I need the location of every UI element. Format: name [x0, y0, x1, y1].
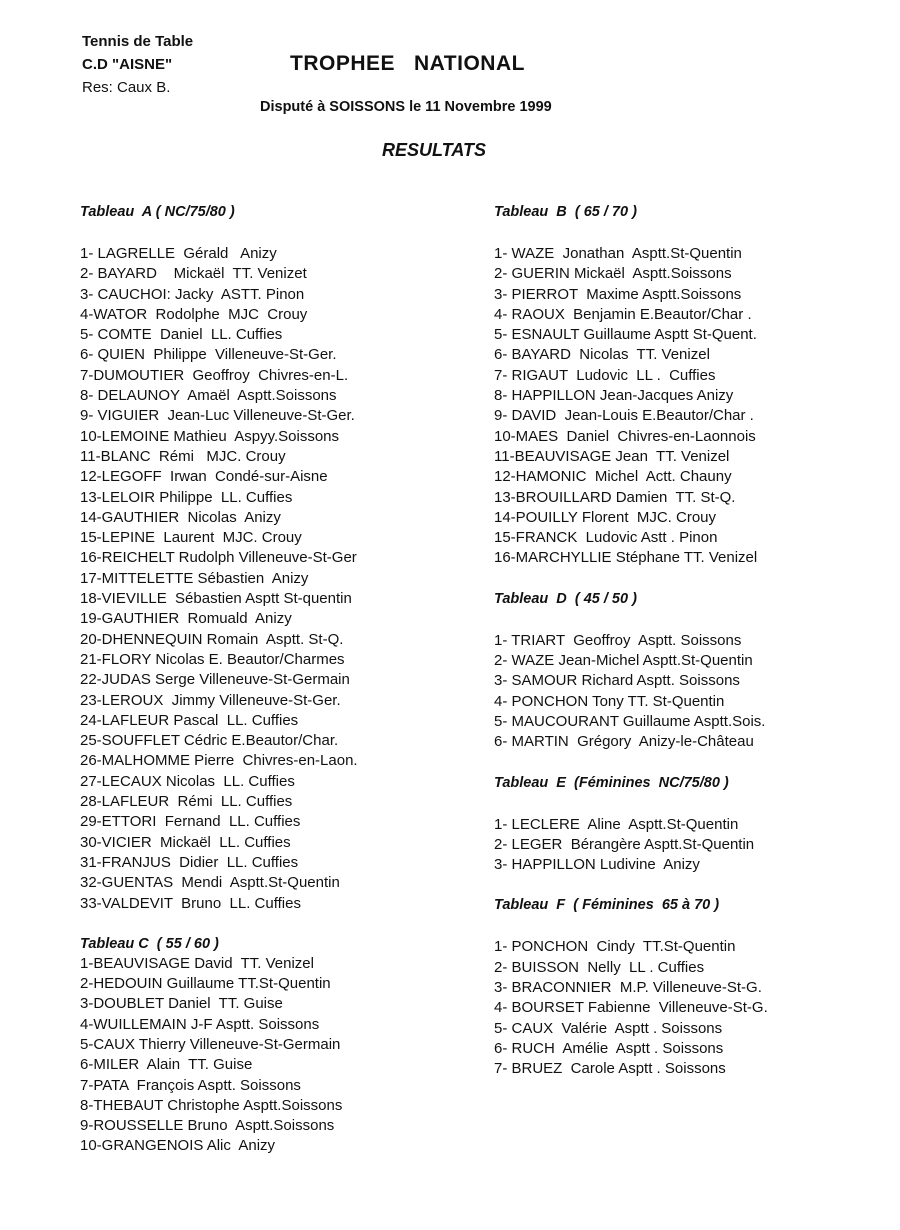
list-item: 10-GRANGENOIS Alic Anizy	[80, 1137, 276, 1155]
tableau-e-title: Tableau E (Féminines NC/75/80 )	[494, 774, 729, 791]
list-item: 1- LAGRELLE Gérald Anizy	[80, 245, 277, 262]
list-item: 16-MARCHYLLIE Stéphane TT. Venizel	[494, 549, 758, 567]
list-item: 27-LECAUX Nicolas LL. Cuffies	[80, 772, 295, 790]
list-item: 23-LEROUX Jimmy Villeneuve-St-Ger.	[80, 691, 341, 709]
list-item: 2-HEDOUIN Guillaume TT.St-Quentin	[80, 975, 331, 993]
document-title: TROPHEE NATIONAL	[290, 52, 525, 75]
list-item: 6- BAYARD Nicolas TT. Venizel	[494, 346, 710, 364]
list-item: 24-LAFLEUR Pascal LL. Cuffies	[80, 711, 299, 729]
organizer-sport: Tennis de Table	[82, 33, 194, 50]
list-item: 4- RAOUX Benjamin E.Beautor/Char .	[494, 305, 752, 323]
list-item: 4-WUILLEMAIN J-F Asptt. Soissons	[80, 1015, 320, 1033]
list-item: 28-LAFLEUR Rémi LL. Cuffies	[80, 793, 293, 811]
list-item: 3- PIERROT Maxime Asptt.Soissons	[494, 285, 742, 303]
list-item: 15-LEPINE Laurent MJC. Crouy	[80, 529, 302, 547]
tableau-b-list	[494, 244, 894, 569]
list-item: 20-DHENNEQUIN Romain Asptt. St-Q.	[80, 630, 344, 648]
list-item: 5- COMTE Daniel LL. Cuffies	[80, 326, 283, 344]
list-item: 5- CAUX Valérie Asptt . Soissons	[494, 1019, 723, 1037]
tableau-a	[80, 202, 480, 914]
organizer-committee: C.D "AISNE"	[82, 56, 173, 73]
list-item: 1-BEAUVISAGE David TT. Venizel	[80, 954, 314, 972]
list-item: 14-POUILLY Florent MJC. Crouy	[494, 508, 717, 526]
list-item: 12-HAMONIC Michel Actt. Chauny	[494, 468, 732, 486]
list-item: 12-LEGOFF Irwan Condé-sur-Aisne	[80, 468, 328, 486]
list-item: 3-DOUBLET Daniel TT. Guise	[80, 995, 283, 1013]
list-item: 2- BUISSON Nelly LL . Cuffies	[494, 958, 705, 976]
tableau-c-list	[80, 954, 480, 1157]
event-subtitle: Disputé à SOISSONS le 11 Novembre 1999	[260, 99, 552, 115]
list-item: 7-PATA François Asptt. Soissons	[80, 1076, 301, 1094]
list-item: 19-GAUTHIER Romuald Anizy	[80, 610, 292, 628]
list-item: 6- RUCH Amélie Asptt . Soissons	[494, 1039, 724, 1057]
list-item: 3- CAUCHOI: Jacky ASTT. Pinon	[80, 285, 305, 303]
tableau-a-list	[80, 244, 480, 914]
list-item: 13-BROUILLARD Damien TT. St-Q.	[494, 488, 736, 506]
list-item: 31-FRANJUS Didier LL. Cuffies	[80, 853, 299, 871]
list-item: 25-SOUFFLET Cédric E.Beautor/Char.	[80, 732, 339, 750]
tableau-f-list	[494, 937, 894, 1079]
list-item: 6- MARTIN Grégory Anizy-le-Château	[494, 733, 754, 751]
list-item: 21-FLORY Nicolas E. Beautor/Charmes	[80, 650, 345, 668]
list-item: 2- LEGER Bérangère Asptt.St-Quentin	[494, 835, 755, 853]
list-item: 9- DAVID Jean-Louis E.Beautor/Char .	[494, 407, 754, 425]
list-item: 1- LECLERE Aline Asptt.St-Quentin	[494, 815, 739, 833]
list-item: 18-VIEVILLE Sébastien Asptt St-quentin	[80, 590, 352, 608]
tableau-a-title: Tableau A ( NC/75/80 )	[80, 204, 235, 220]
list-item: 2- WAZE Jean-Michel Asptt.St-Quentin	[494, 652, 753, 670]
list-item: 7- RIGAUT Ludovic LL . Cuffies	[494, 366, 716, 384]
list-item: 5- MAUCOURANT Guillaume Asptt.Sois.	[494, 712, 766, 730]
list-item: 9- VIGUIER Jean-Luc Villeneuve-St-Ger.	[80, 407, 355, 425]
list-item: 26-MALHOMME Pierre Chivres-en-Laon.	[80, 752, 358, 770]
list-item: 17-MITTELETTE Sébastien Anizy	[80, 569, 309, 587]
list-item: 9-ROUSSELLE Bruno Asptt.Soissons	[80, 1117, 335, 1135]
list-item: 14-GAUTHIER Nicolas Anizy	[80, 508, 281, 526]
list-item: 15-FRANCK Ludovic Astt . Pinon	[494, 529, 718, 547]
list-item: 1- WAZE Jonathan Asptt.St-Quentin	[494, 245, 742, 262]
list-item: 8- HAPPILLON Jean-Jacques Anizy	[494, 387, 734, 405]
list-item: 6- QUIEN Philippe Villeneuve-St-Ger.	[80, 346, 337, 364]
list-item: 32-GUENTAS Mendi Asptt.St-Quentin	[80, 874, 340, 892]
list-item: 3- SAMOUR Richard Asptt. Soissons	[494, 672, 740, 690]
tableau-c	[80, 934, 480, 1157]
list-item: 11-BLANC Rémi MJC. Crouy	[80, 447, 286, 465]
list-item: 22-JUDAS Serge Villeneuve-St-Germain	[80, 671, 350, 689]
list-item: 8- DELAUNOY Amaël Asptt.Soissons	[80, 387, 337, 405]
list-item: 6-MILER Alain TT. Guise	[80, 1056, 253, 1074]
list-item: 3- BRACONNIER M.P. Villeneuve-St-G.	[494, 979, 762, 997]
list-item: 11-BEAUVISAGE Jean TT. Venizel	[494, 447, 730, 465]
list-item: 29-ETTORI Fernand LL. Cuffies	[80, 813, 301, 831]
list-item: 7- BRUEZ Carole Asptt . Soissons	[494, 1060, 726, 1078]
list-item: 5-CAUX Thierry Villeneuve-St-Germain	[80, 1035, 341, 1053]
list-item: 4-WATOR Rodolphe MJC Crouy	[80, 305, 308, 323]
list-item: 30-VICIER Mickaël LL. Cuffies	[80, 833, 291, 851]
list-item: 33-VALDEVIT Bruno LL. Cuffies	[80, 894, 301, 912]
tableau-f-title: Tableau F ( Féminines 65 à 70 )	[494, 897, 720, 914]
tableau-e-list	[494, 815, 894, 876]
results-heading: RESULTATS	[382, 140, 486, 160]
organizer-contact: Res: Caux B.	[82, 79, 171, 96]
list-item: 5- ESNAULT Guillaume Asptt St-Quent.	[494, 326, 757, 344]
list-item: 10-LEMOINE Mathieu Aspyy.Soissons	[80, 427, 339, 445]
list-item: 1- TRIART Geoffroy Asptt. Soissons	[494, 631, 742, 649]
tableau-d-list	[494, 631, 894, 753]
list-item: 2- GUERIN Mickaël Asptt.Soissons	[494, 265, 732, 283]
tableau-b	[494, 202, 894, 569]
tableau-d	[494, 589, 894, 753]
tableau-c-title: Tableau C ( 55 / 60 )	[80, 935, 219, 952]
list-item: 1- PONCHON Cindy TT.St-Quentin	[494, 938, 736, 956]
tableau-b-title: Tableau B ( 65 / 70 )	[494, 204, 637, 220]
list-item: 7-DUMOUTIER Geoffroy Chivres-en-L.	[80, 366, 349, 384]
list-item: 16-REICHELT Rudolph Villeneuve-St-Ger	[80, 549, 357, 567]
organizer-block	[82, 30, 193, 99]
left-column	[80, 202, 480, 1157]
list-item: 4- PONCHON Tony TT. St-Quentin	[494, 692, 725, 710]
list-item: 13-LELOIR Philippe LL. Cuffies	[80, 488, 293, 506]
list-item: 10-MAES Daniel Chivres-en-Laonnois	[494, 427, 756, 445]
tableau-d-title: Tableau D ( 45 / 50 )	[494, 590, 637, 607]
list-item: 8-THEBAUT Christophe Asptt.Soissons	[80, 1096, 343, 1114]
list-item: 4- BOURSET Fabienne Villeneuve-St-G.	[494, 999, 768, 1017]
list-item: 3- HAPPILLON Ludivine Anizy	[494, 856, 700, 874]
tableau-f	[494, 895, 894, 1079]
tableau-e	[494, 773, 894, 876]
right-column	[494, 202, 894, 1080]
list-item: 2- BAYARD Mickaël TT. Venizet	[80, 265, 307, 283]
